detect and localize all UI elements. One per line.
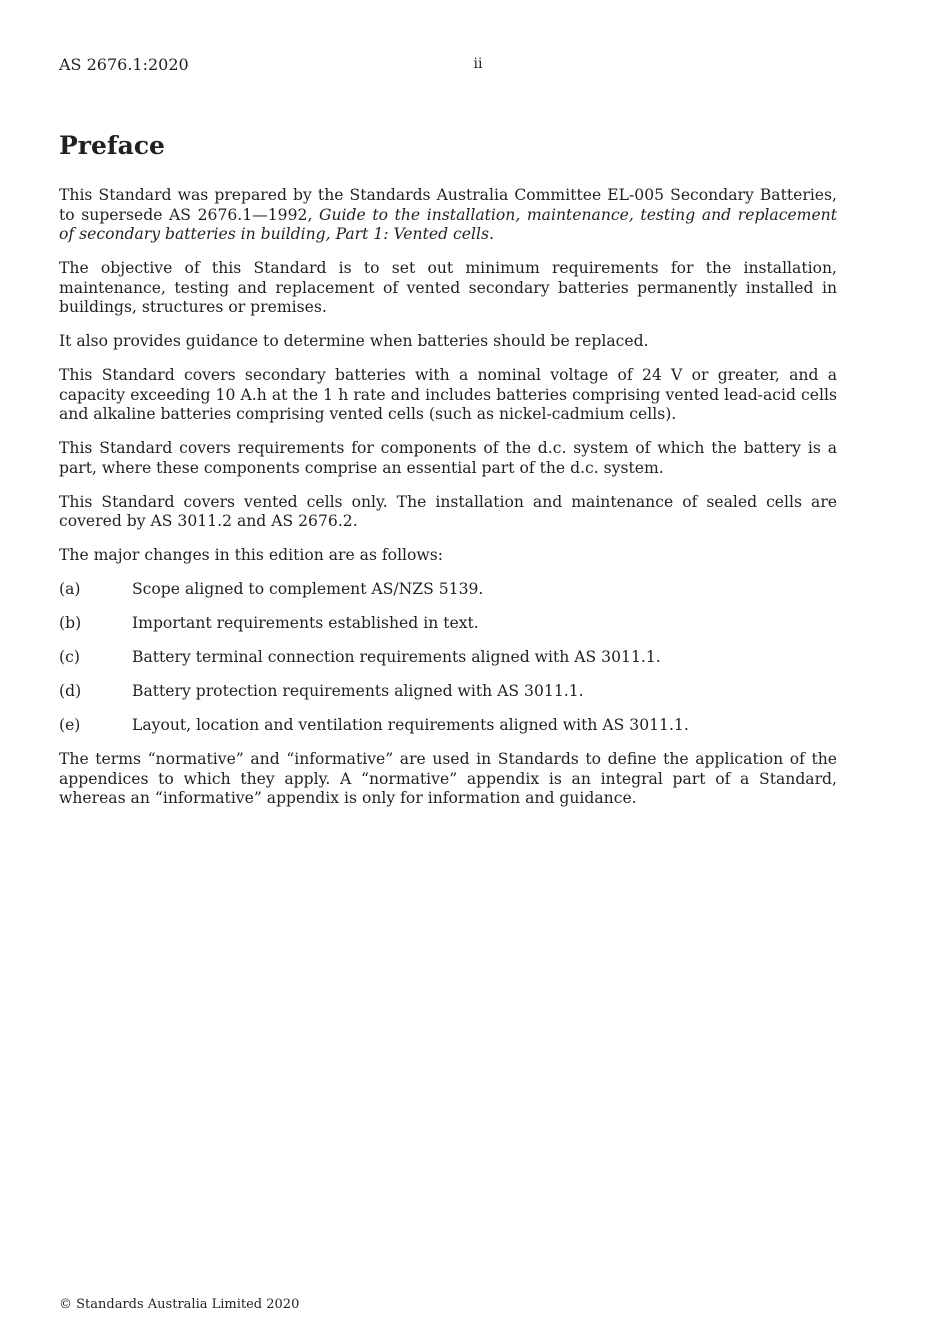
list-item-label: (e)	[59, 716, 81, 734]
list-item	[59, 580, 837, 600]
list-item-label: (d)	[59, 682, 82, 700]
list-item-text: Battery terminal connection requirements aligned with AS 3011.1.	[132, 648, 661, 666]
list-item-text: Important requirements established in text.	[132, 614, 479, 632]
list-item-text: Scope aligned to complement AS/NZS 5139.	[132, 580, 484, 598]
paragraph-coverage-vented: This Standard covers vented cells only. The installation and maintenance of sealed cells are covered by AS 3011.2 and AS 2676.2.	[59, 492, 837, 530]
superseded-title: Guide to the installation, maintenance, testing and replacement of secondary batteries in building, Part 1: Vented cells	[59, 205, 837, 243]
list-item	[59, 682, 837, 702]
page-title: Preface	[59, 131, 165, 160]
paragraph-committee-text: This Standard was prepared by the Standards Australia Committee EL-005 Secondary Batteries, to supersede AS 2676.1—1992,	[59, 186, 837, 224]
paragraph-normative-informative: The terms “normative” and “informative” are used in Standards to define the application of the appendices to which they apply. A “normative” appendix is an integral part of a Standard, whereas an “informative” appendix is only for information and guidance.	[59, 750, 837, 807]
paragraph-coverage-batteries: This Standard covers secondary batteries with a nominal voltage of 24 V or greater, and a capacity exceeding 10 A.h at the 1 h rate and includes batteries comprising vented lead-acid cells and alkaline batteries comprising vented cells (such as nickel-cadmium cells).	[59, 366, 837, 423]
paragraph-committee	[59, 186, 837, 245]
paragraph-coverage-components: This Standard covers requirements for components of the d.c. system of which the battery is a part, where these components comprise an essential part of the d.c. system.	[59, 439, 837, 477]
list-item-text: Battery protection requirements aligned with AS 3011.1.	[132, 682, 584, 700]
list-item-label: (c)	[59, 648, 80, 666]
document-id: AS 2676.1:2020	[59, 55, 189, 74]
copyright-footer: © Standards Australia Limited 2020	[59, 1297, 300, 1312]
list-item-label: (a)	[59, 580, 81, 598]
paragraph-changes-intro: The major changes in this edition are as follows:	[59, 546, 444, 564]
paragraph-objective: The objective of this Standard is to set out minimum requirements for the installation, maintenance, testing and replacement of vented secondary batteries permanently installed in buildings, structures or premises.	[59, 259, 837, 316]
list-item-text: Layout, location and ventilation requirements aligned with AS 3011.1.	[132, 716, 689, 734]
list-item-label: (b)	[59, 614, 82, 632]
paragraph-guidance: It also provides guidance to determine when batteries should be replaced.	[59, 332, 649, 350]
page-number: ii	[473, 56, 483, 72]
preface-body	[59, 186, 837, 823]
list-item	[59, 648, 837, 668]
list-item	[59, 614, 837, 634]
list-item	[59, 716, 837, 736]
paragraph-committee-end: .	[488, 225, 494, 243]
